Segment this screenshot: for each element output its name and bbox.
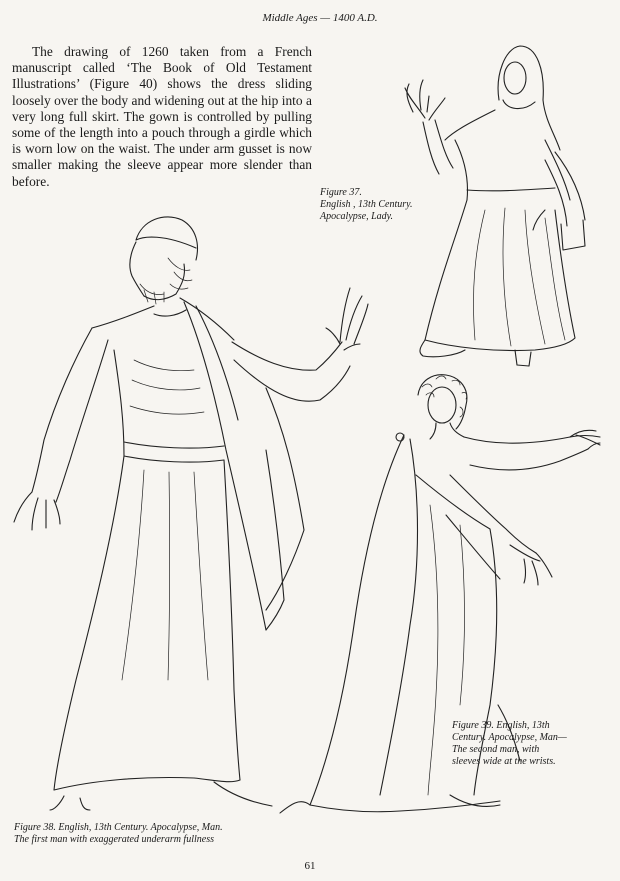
caption-line: sleeves wide at the wrists. xyxy=(452,756,556,767)
caption-line: The second man, with xyxy=(452,744,540,755)
caption-line: Figure 37. xyxy=(320,187,362,198)
caption-line: The first man with exaggerated underarm fullness xyxy=(14,834,214,845)
intro-paragraph: The drawing of 1260 taken from a French manuscript called ‘The Book of Old Testament Illustrations’ (Figure 40) shows the dress sliding loosely over the body and widening out at the hip into a very long full skirt. The gown is controlled by pulling some of the length into a pouch through a girdle which is worn low on the waist. The under arm gusset is now smaller making the sleeve appear more slender than before. xyxy=(12,44,312,189)
figure-39-caption xyxy=(452,720,612,768)
figure-38-caption xyxy=(14,822,314,846)
caption-line: Figure 39. English, 13th xyxy=(452,720,550,731)
caption-line: English , 13th Century. xyxy=(320,199,413,210)
figure-37-caption xyxy=(320,187,440,223)
caption-line: Apocalypse, Lady. xyxy=(320,211,394,222)
caption-line: Century. Apocalypse, Man— xyxy=(452,732,567,743)
running-head: Middle Ages — 1400 A.D. xyxy=(262,12,378,24)
caption-line: Figure 38. English, 13th Century. Apocalypse, Man. xyxy=(14,822,223,833)
page-number: 61 xyxy=(304,860,316,872)
